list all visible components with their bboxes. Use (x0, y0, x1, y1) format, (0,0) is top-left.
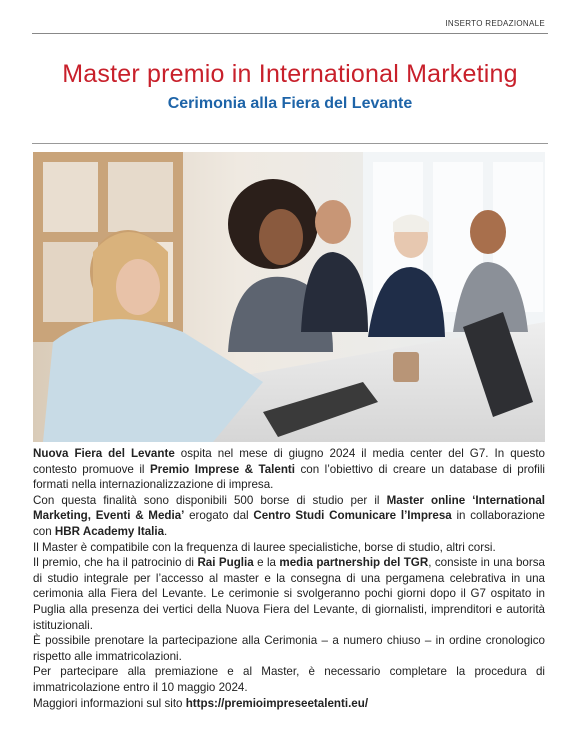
article-title: Master premio in International Marketing (62, 60, 518, 88)
bold-run: Centro Studi Comunicare l’Impresa (253, 509, 452, 523)
bold-run: Rai Puglia (197, 556, 254, 570)
title-divider (32, 143, 548, 144)
bold-run: Nuova Fiera del Levante (33, 447, 175, 460)
text-run: Per partecipare alla premiazione e al Master, è necessario completare la procedura di immatricolazione entro il 10 maggio 2024. (33, 665, 545, 694)
bold-run: media partnership del TGR (279, 556, 429, 570)
body-paragraph (33, 696, 545, 712)
text-run: Con questa finalità sono disponibili 500 borse di studio per il (33, 493, 387, 507)
body-paragraph (33, 540, 545, 556)
article-body (33, 446, 545, 711)
bold-run: Premio Imprese & Talenti (149, 462, 296, 476)
text-run: . (164, 524, 168, 538)
section-kicker: INSERTO REDAZIONALE (445, 19, 545, 28)
business-meeting-photo (33, 152, 545, 442)
bold-run: https://premioimpreseetalenti.eu/ (185, 696, 369, 710)
text-run: Maggiori informazioni sul sito (33, 696, 186, 710)
text-run: in collaborazione con (33, 509, 545, 538)
bold-run: HBR Academy Italia (54, 524, 165, 538)
text-run: È possibile prenotare la partecipazione alla Cerimonia – a numero chiuso – in ordine cronologico rispetto alle immatricolazioni. (33, 634, 545, 663)
body-paragraph (33, 633, 545, 664)
article-subtitle: Cerimonia alla Fiera del Levante (167, 95, 413, 112)
body-paragraph (33, 664, 545, 695)
top-divider (32, 33, 548, 34)
bold-run: Master online ‘International Marketing, Eventi & Media’ (33, 493, 545, 523)
text-run: ospita nel mese di giugno 2024 il media center del G7. In questo contesto promuove il (33, 447, 546, 476)
text-run: Il Master è compatibile con la frequenza di lauree specialistiche, borse di studio, altri corsi. (33, 540, 496, 554)
text-run: Il premio, che ha il patrocinio di (33, 556, 198, 570)
body-paragraph (33, 493, 545, 540)
body-paragraph (33, 446, 545, 493)
text-run: e la (253, 556, 280, 570)
body-paragraph (33, 555, 545, 633)
text-run: erogato dal (184, 509, 254, 523)
text-run: con l’obiettivo di creare un database di profili formati nella internazionalizzazione di impresa. (33, 462, 546, 492)
text-run: , consiste in una borsa di studio integrale per l’accesso al master e la consegna di una pergamena celebrativa in una cerimonia alla Fiera del Levante. Le cerimonie si svolgeranno pochi giorni dopo il G7 ospitato in Puglia alla presenza dei vertici della Nuova Fiera del Levante, di giornalisti, imprenditori e autorità istituzionali. (33, 556, 545, 632)
